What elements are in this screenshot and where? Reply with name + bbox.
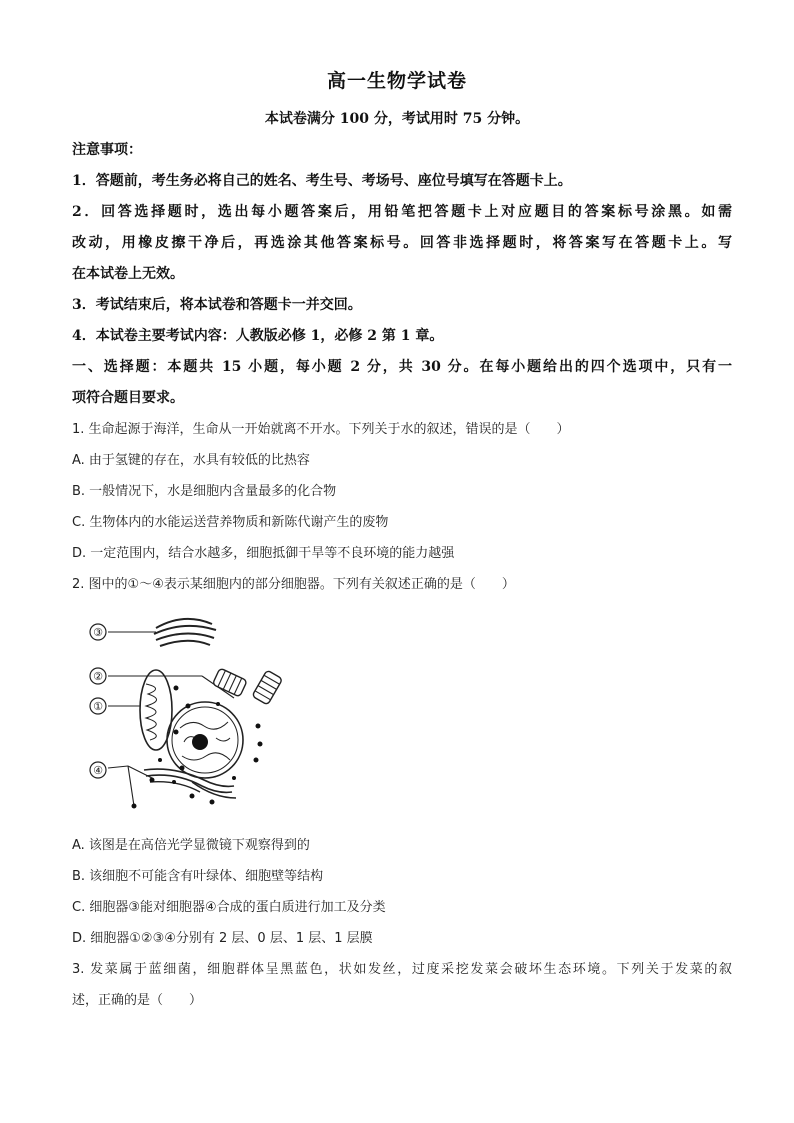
question-2-option-a: A. 该图是在高倍光学显微镜下观察得到的	[72, 838, 310, 853]
label-4: ④	[93, 764, 103, 777]
section-heading-line-1: 一、选择题：本题共 15 小题，每小题 2 分，共 30 分。在每小题给出的四个选项中，只有一	[72, 359, 732, 375]
note-item-4: 4．本试卷主要考试内容：人教版必修 1，必修 2 第 1 章。	[72, 328, 444, 344]
question-1-option-b: B. 一般情况下，水是细胞内含量最多的化合物	[72, 484, 337, 499]
note-item-2-line-3: 在本试卷上无效。	[72, 266, 184, 282]
exam-info: 本试卷满分 100 分，考试用时 75 分钟。	[264, 111, 530, 127]
note-item-2-line-2: 改动，用橡皮擦干净后，再选涂其他答案标号。回答非选择题时，将答案写在答题卡上。写	[72, 235, 732, 251]
note-item-1: 1．答题前，考生务必将自己的姓名、考生号、考场号、座位号填写在答题卡上。	[72, 173, 572, 189]
question-3-stem-line-2: 述，正确的是（ ）	[72, 993, 203, 1008]
question-2-stem: 2. 图中的①～④表示某细胞内的部分细胞器。下列有关叙述正确的是（ ）	[72, 577, 515, 592]
section-heading-line-2: 项符合题目要求。	[72, 390, 184, 406]
question-1-option-a: A. 由于氢键的存在，水具有较低的比热容	[72, 453, 310, 468]
cell-organelle-figure	[84, 610, 294, 815]
question-1-option-d: D. 一定范围内，结合水越多，细胞抵御干旱等不良环境的能力越强	[72, 546, 455, 561]
note-item-2-line-1: 2．回答选择题时，选出每小题答案后，用铅笔把答题卡上对应题目的答案标号涂黑。如需	[72, 204, 732, 220]
note-item-3: 3．考试结束后，将本试卷和答题卡一并交回。	[72, 297, 362, 313]
notes-heading: 注意事项：	[72, 142, 142, 158]
nucleolus	[192, 734, 208, 750]
question-2-option-d: D. 细胞器①②③④分别有 2 层、0 层、1 层、1 层膜	[72, 931, 373, 946]
page-title: 高一生物学试卷	[326, 70, 467, 92]
question-1-stem: 1. 生命起源于海洋，生命从一开始就离不开水。下列关于水的叙述，错误的是（ ）	[72, 422, 570, 437]
label-1: ①	[93, 700, 103, 713]
question-1-option-c: C. 生物体内的水能运送营养物质和新陈代谢产生的废物	[72, 515, 389, 530]
label-3: ③	[93, 626, 103, 639]
question-2-option-b: B. 该细胞不可能含有叶绿体、细胞壁等结构	[72, 869, 324, 884]
question-2-option-c: C. 细胞器③能对细胞器④合成的蛋白质进行加工及分类	[72, 900, 386, 915]
question-3-stem-line-1: 3. 发菜属于蓝细菌，细胞群体呈黑蓝色，状如发丝，过度采挖发菜会破坏生态环境。下列关于发菜的叙	[72, 962, 732, 977]
label-2: ②	[93, 670, 103, 683]
